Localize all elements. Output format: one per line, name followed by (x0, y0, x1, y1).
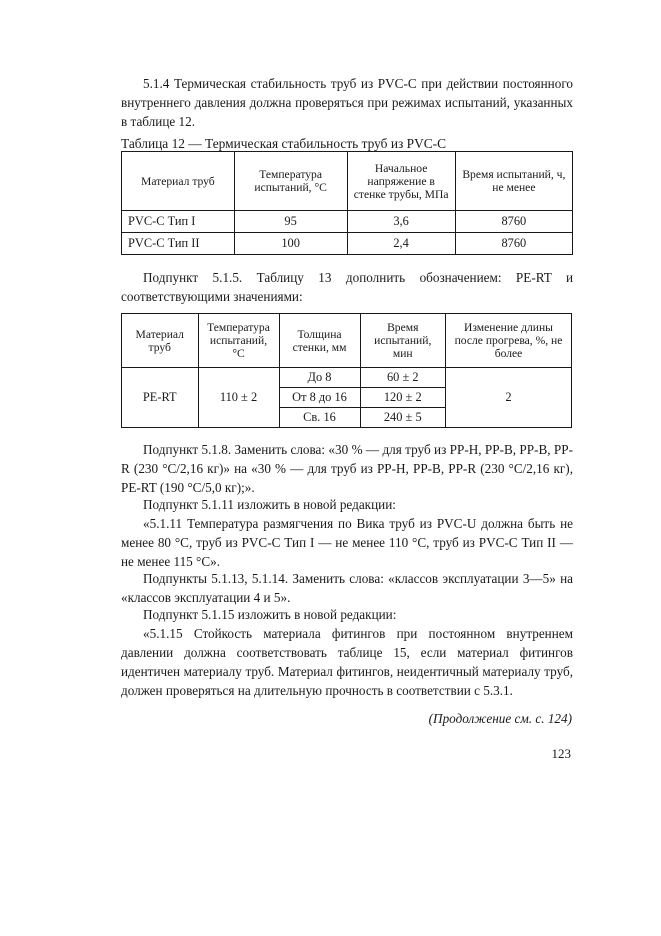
table-cell: 240 ± 5 (360, 408, 446, 428)
length-change-cell: 2 (446, 368, 572, 428)
table-13 (121, 313, 572, 428)
header-cell: Время испытаний, мин (360, 314, 446, 368)
table-row (122, 368, 572, 388)
table-cell: 120 ± 2 (360, 388, 446, 408)
table-cell: 2,4 (347, 233, 455, 255)
temperature-cell: 110 ± 2 (198, 368, 279, 428)
table-cell: 3,6 (347, 211, 455, 233)
material-cell: PE-RT (122, 368, 199, 428)
table-row (122, 211, 573, 233)
intro-paragraph: 5.1.4 Термическая стабильность труб из PVC-C при действии постоянного внутреннего давления должна проверяться при режимах испытаний, указанных в таблице 12. (121, 76, 573, 129)
subclause-5111-text: «5.1.11 Температура размягчения по Вика труб из PVC-U должна быть не менее 80 °С, труб из PVC-C Тип I — не менее 110 °С, труб из PVC-C Тип II — не менее 115 °С». (121, 516, 573, 569)
table-cell: До 8 (279, 368, 360, 388)
table-cell: PVC-C Тип II (122, 233, 235, 255)
table-cell: 60 ± 2 (360, 368, 446, 388)
header-cell: Температура испытаний, °С (234, 152, 347, 211)
table-header-row (122, 314, 572, 368)
table-row (122, 233, 573, 255)
subclause-5115-text: «5.1.15 Стойкость материала фитингов при постоянном внутреннем давлении должна соответствовать таблице 15, если материал фитингов идентичен материалу труб. Материал фитингов, неидентичный материалу труб, должен проверяться на длительную прочность в соответствии с 5.3.1. (121, 626, 573, 698)
subclause-518-paragraph: Подпункт 5.1.8. Заменить слова: «30 % — для труб из PP-H, PP-B, PP-B, PP-R (230 °С/2,16 кг)» на «30 % — для труб из PP-H, PP-B, PP-R (230 °С/2,16 кг), PE-RT (190 °С/5,0 кг);». (121, 442, 573, 495)
header-cell: Толщина стенки, мм (279, 314, 360, 368)
table-12 (121, 151, 573, 255)
header-cell: Изменение длины после прогрева, %, не более (446, 314, 572, 368)
header-cell: Материал труб (122, 314, 199, 368)
table-cell: 100 (234, 233, 347, 255)
header-cell: Материал труб (122, 152, 235, 211)
subclause-515-paragraph: Подпункт 5.1.5. Таблицу 13 дополнить обозначением: PE-RT и соответствующими значениями: (121, 270, 573, 304)
table-cell: Св. 16 (279, 408, 360, 428)
page-number: 123 (551, 746, 571, 761)
table-cell: PVC-C Тип I (122, 211, 235, 233)
header-cell: Время испытаний, ч, не менее (455, 152, 572, 211)
subclause-5115-intro: Подпункт 5.1.15 изложить в новой редакции: (143, 607, 397, 622)
subclause-5113-paragraph: Подпункты 5.1.13, 5.1.14. Заменить слова: «классов эксплуатации 3—5» на «классов эксплуатации 4 и 5». (121, 571, 573, 605)
table-header-row (122, 152, 573, 211)
continuation-note: (Продолжение см. с. 124) (428, 711, 572, 726)
table-cell: От 8 до 16 (279, 388, 360, 408)
table-cell: 8760 (455, 233, 572, 255)
table-cell: 95 (234, 211, 347, 233)
header-cell: Температура испытаний, °С (198, 314, 279, 368)
table-cell: 8760 (455, 211, 572, 233)
table-12-caption: Таблица 12 — Термическая стабильность труб из PVC-C (121, 136, 447, 151)
subclause-5111-intro: Подпункт 5.1.11 изложить в новой редакции: (143, 497, 396, 512)
header-cell: Начальное напряжение в стенке трубы, МПа (347, 152, 455, 211)
